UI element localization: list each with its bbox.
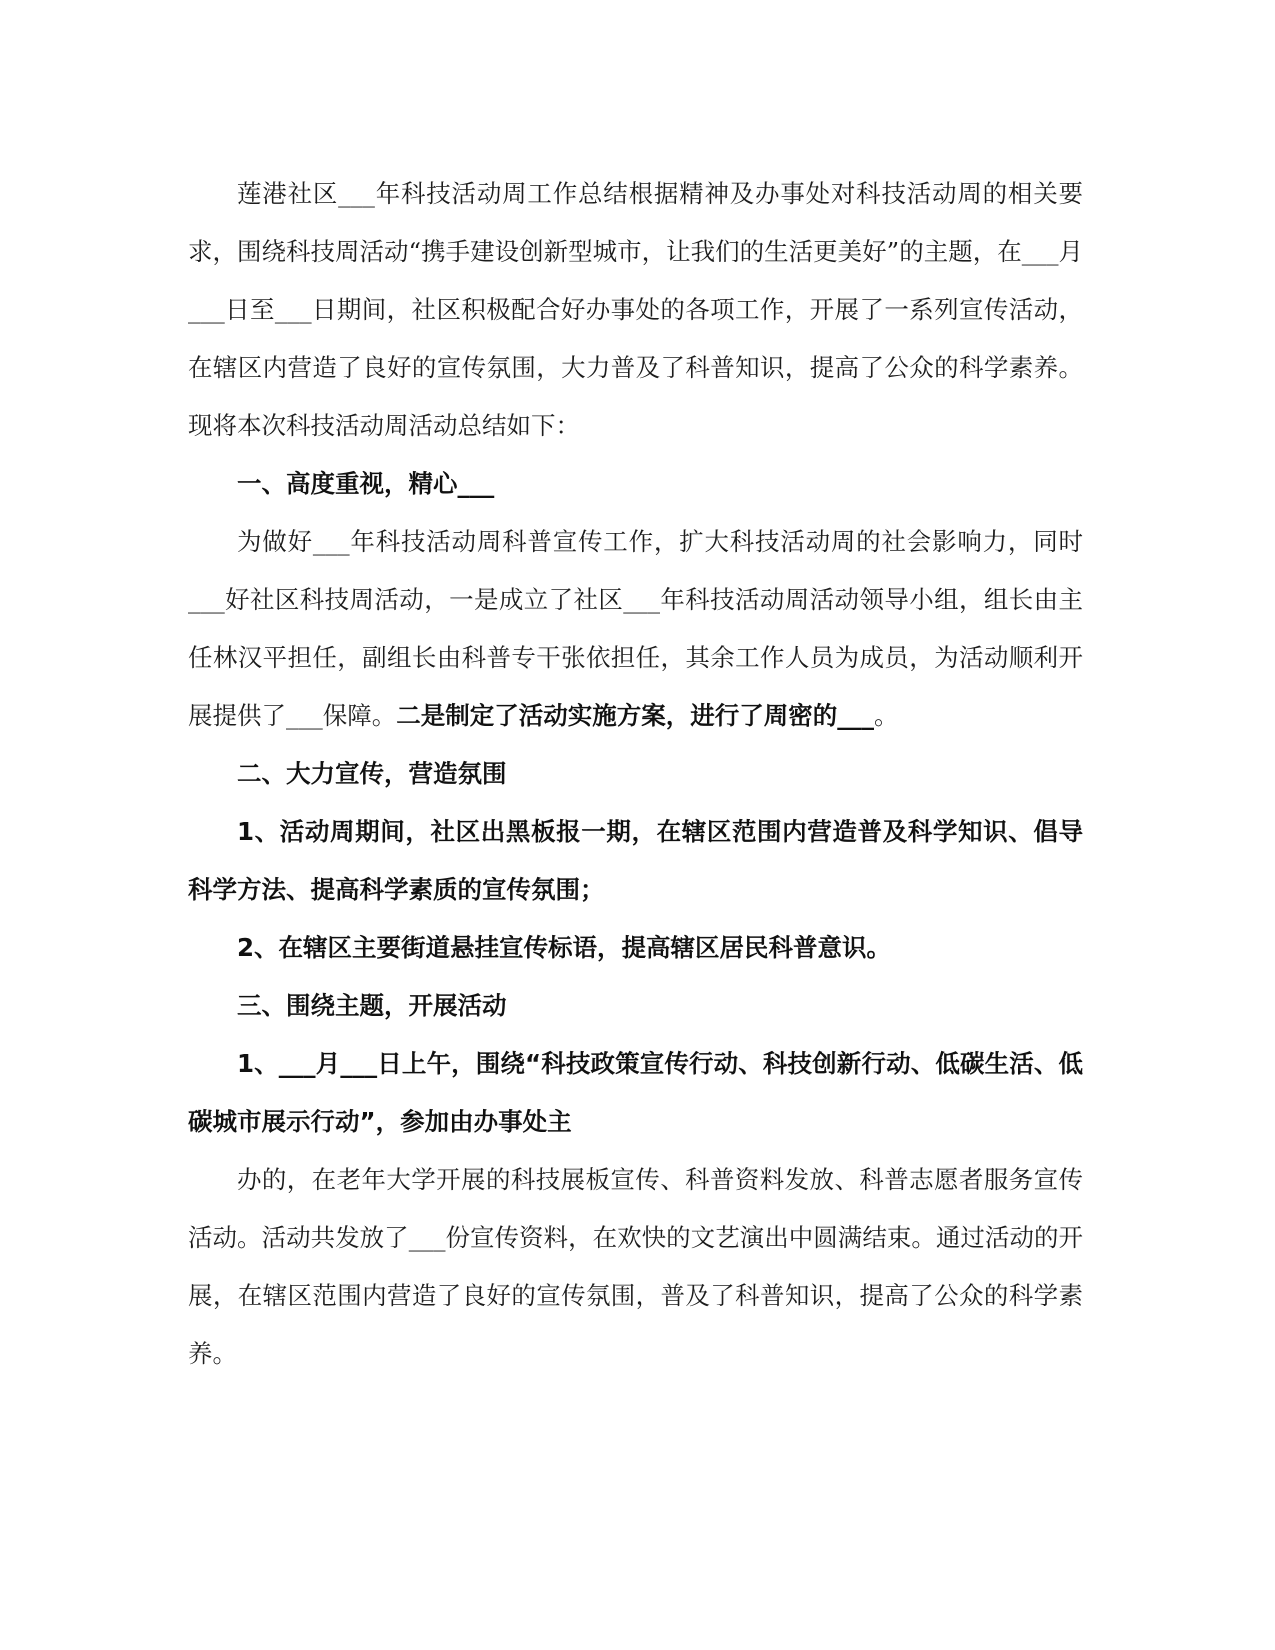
section3-heading: 三、围绕主题，开展活动 (237, 991, 507, 1020)
section3-item1-continuation: 办的，在老年大学开展的科技展板宣传、科普资料发放、科普志愿者服务宣传活动。活动共发放了___份宣传资料，在欢快的文艺演出中圆满结束。通过活动的开展，在辖区范围内营造了良好的宣传氛围，普及了科普知识，提高了公众的科学素养。 (188, 1165, 1083, 1368)
intro-paragraph: 莲港社区___年科技活动周工作总结根据精神及办事处对科技活动周的相关要求，围绕科技周活动“携手建设创新型城市，让我们的生活更美好”的主题，在___月___日至___日期间，社区积极配合好办事处的各项工作，开展了一系列宣传活动，在辖区内营造了良好的宣传氛围，大力普及了科普知识，提高了公众的科学素养。现将本次科技活动周活动总结如下： (188, 179, 1083, 440)
section2-item2: 2、在辖区主要街道悬挂宣传标语，提高辖区居民科普意识。 (237, 933, 892, 962)
section1-body-end: 。 (874, 701, 899, 730)
section2-heading: 二、大力宣传，营造氛围 (237, 759, 507, 788)
section2-item1: 1、活动周期间，社区出黑板报一期，在辖区范围内营造普及科学知识、倡导科学方法、提高科学素质的宣传氛围； (188, 817, 1083, 904)
section1-paragraph (188, 513, 1083, 745)
document-body (188, 165, 1083, 1383)
section3-item1: 1、___月___日上午，围绕“科技政策宣传行动、科技创新行动、低碳生活、低碳城市展示行动”，参加由办事处主 (188, 1049, 1083, 1136)
section1-body-bold: 二是制定了活动实施方案，进行了周密的___ (396, 701, 874, 730)
section1-heading: 一、高度重视，精心___ (237, 469, 495, 498)
section1-body-regular: 为做好___年科技活动周科普宣传工作，扩大科技活动周的社会影响力，同时___好社区科技周活动，一是成立了社区___年科技活动周活动领导小组，组长由主任林汉平担任，副组长由科普专干张依担任，其余工作人员为成员，为活动顺利开展提供了___保障。 (188, 527, 1083, 730)
